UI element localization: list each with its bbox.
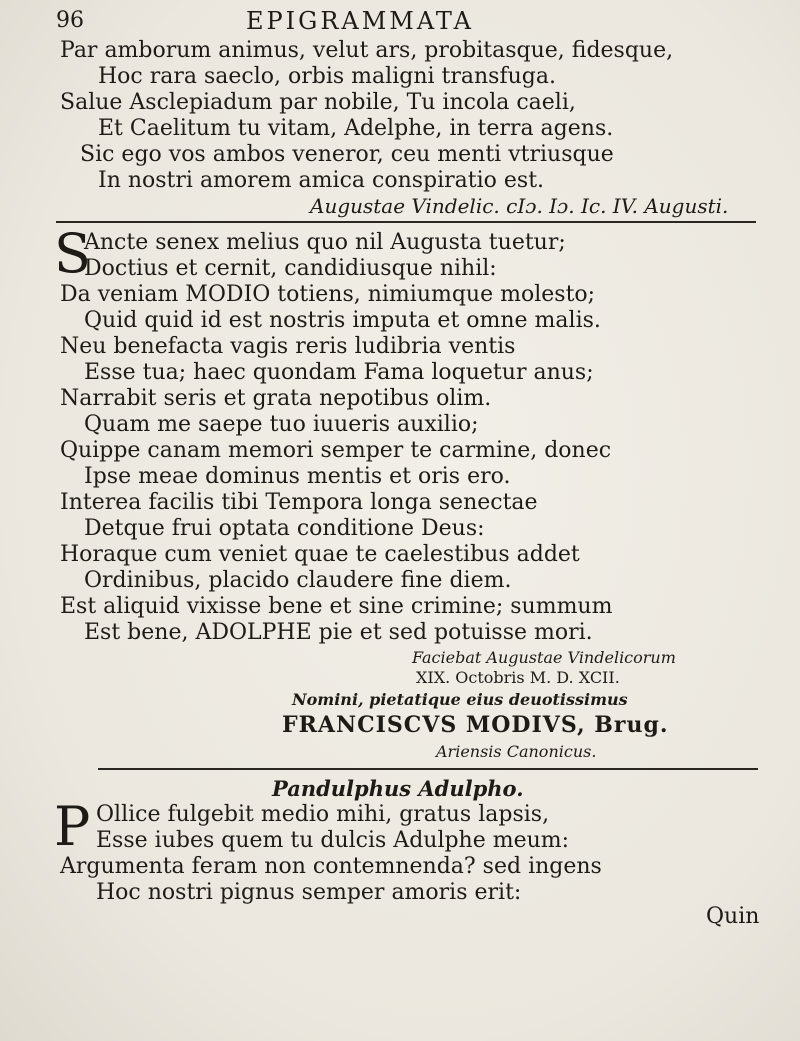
poem3-line-1: Ollice fulgebit medio mihi, gratus lapsis, (96, 802, 550, 827)
poem3-line-4: Hoc nostri pignus semper amoris erit: (96, 880, 522, 905)
poem2-line-14: Ordinibus, placido claudere fine diem. (84, 568, 512, 593)
poem1-line-2: Hoc rara saeclo, orbis maligni transfuga. (98, 64, 556, 89)
poem3-line-2: Esse iubes quem tu dulcis Adulphe meum: (96, 828, 570, 853)
divider-rule-2 (98, 768, 758, 770)
poem2-line-7: Narrabit seris et grata nepotibus olim. (60, 386, 492, 411)
poem2-line-16: Est bene, ADOLPHE pie et sed potuisse mori. (84, 620, 593, 645)
running-title: EPIGRAMMATA (246, 7, 474, 35)
poem1-signature: Augustae Vindelic. cIɔ. Iɔ. Ic. IV. Augusti. (310, 194, 729, 218)
poem3-line-3: Argumenta feram non contemnenda? sed ingens (60, 854, 602, 879)
divider-rule-1 (56, 221, 756, 223)
poem2-dropcap: S (54, 222, 91, 285)
page-number: 96 (56, 8, 84, 33)
colophon-line-1: Faciebat Augustae Vindelicorum (412, 648, 676, 667)
poem2-line-12: Detque frui optata conditione Deus: (84, 516, 485, 541)
poem2-line-3: Da veniam MODIO totiens, nimiumque molesto; (60, 282, 596, 307)
poem1-line-1: Par amborum animus, velut ars, probitasque, fidesque, (60, 38, 674, 63)
colophon-line-5: Ariensis Canonicus. (436, 742, 597, 761)
poem1-line-5: Sic ego vos ambos veneror, ceu menti vtriusque (80, 142, 614, 167)
colophon-author: FRANCISCVS MODIVS, Brug. (282, 712, 669, 738)
poem2-line-1: Ancte senex melius quo nil Augusta tuetur; (84, 230, 566, 255)
poem1-line-3: Salue Asclepiadum par nobile, Tu incola caeli, (60, 90, 576, 115)
poem2-line-11: Interea facilis tibi Tempora longa senectae (60, 490, 538, 515)
poem3-dropcap: P (54, 795, 91, 858)
poem2-line-5: Neu benefacta vagis reris ludibria ventis (60, 334, 516, 359)
colophon-line-2: XIX. Octobris M. D. XCII. (416, 668, 620, 687)
poem2-line-13: Horaque cum veniet quae te caelestibus addet (60, 542, 580, 567)
poem2-line-8: Quam me saepe tuo iuueris auxilio; (84, 412, 479, 437)
poem2-line-4: Quid quid id est nostris imputa et omne malis. (84, 308, 601, 333)
catchword: Quin (706, 904, 760, 929)
poem2-line-15: Est aliquid vixisse bene et sine crimine; summum (60, 594, 613, 619)
colophon-line-3: Nomini, pietatique eius deuotissimus (292, 690, 628, 709)
poem2-line-9: Quippe canam memori semper te carmine, donec (60, 438, 612, 463)
poem1-line-4: Et Caelitum tu vitam, Adelphe, in terra agens. (98, 116, 614, 141)
poem3-heading: Pandulphus Adulpho. (272, 776, 524, 801)
poem2-line-10: Ipse meae dominus mentis et oris ero. (84, 464, 511, 489)
poem1-line-6: In nostri amorem amica conspiratio est. (98, 168, 545, 193)
poem2-line-2: Doctius et cernit, candidiusque nihil: (84, 256, 497, 281)
poem2-line-6: Esse tua; haec quondam Fama loquetur anus; (84, 360, 594, 385)
